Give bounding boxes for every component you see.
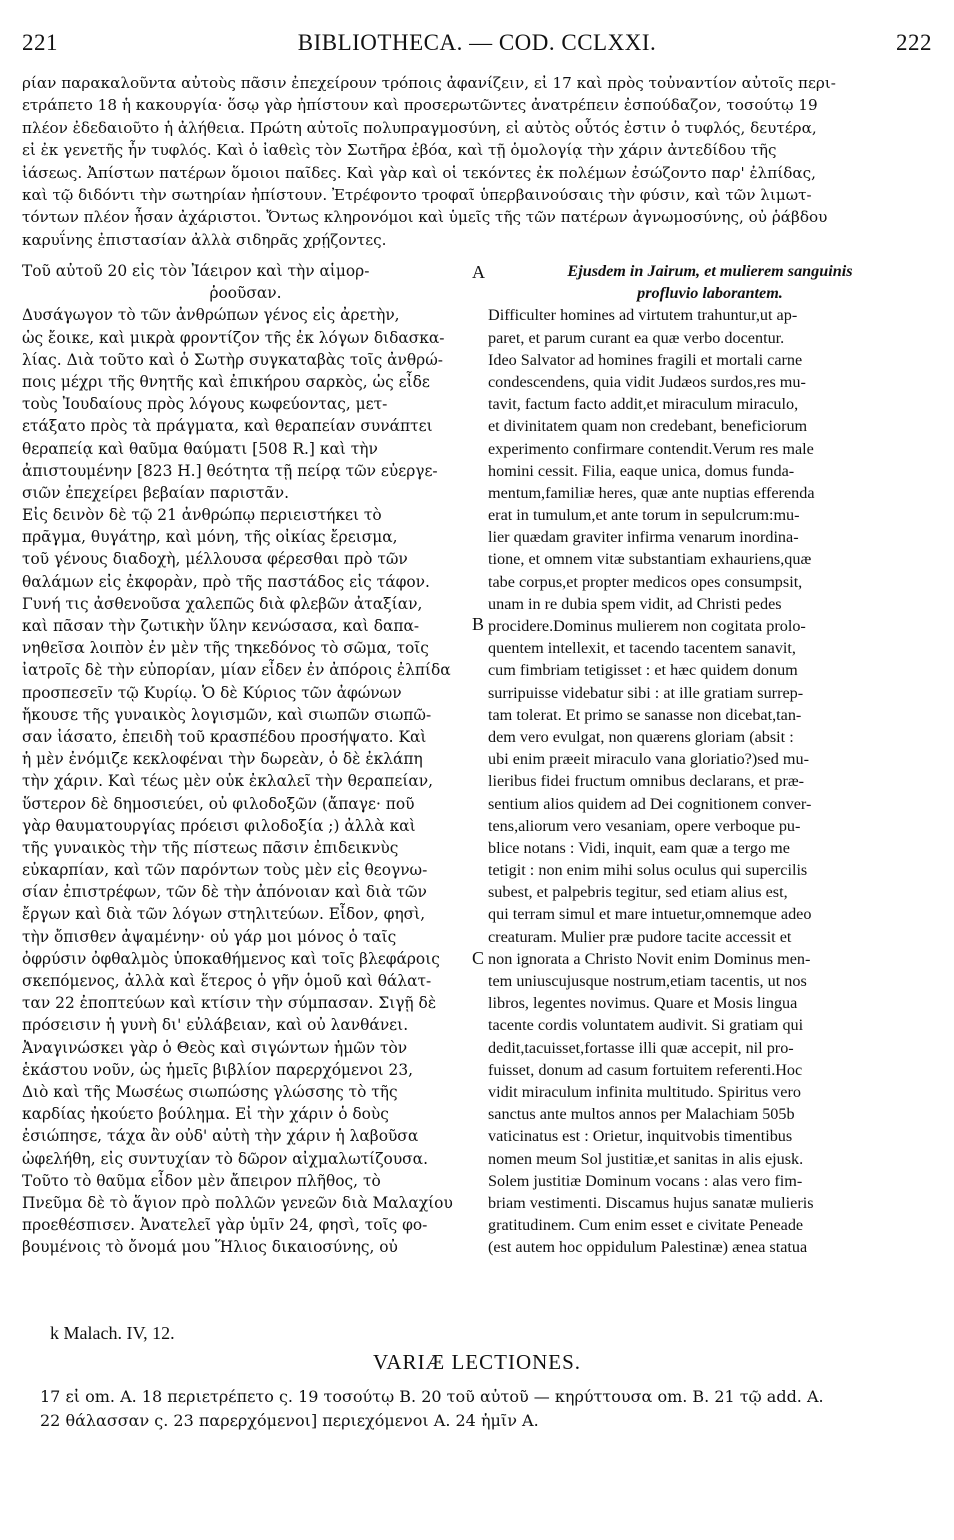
latin-line: unam in re dubia spem vidit, ad Christi pedes	[488, 594, 782, 613]
greek-line: θαλάμων εἰς ἐκφορὰν, πρὸ τῆς παστάδος εἰς τάφον.	[22, 572, 430, 591]
latin-line: sanctus ante multos annos per Malachiam 505b	[488, 1105, 795, 1124]
footnote: k Malach. IV, 12.	[50, 1323, 175, 1343]
greek-line: ὀφρύσιν ὀφθαλμὸς ὑποκαθήμενος καὶ τοῖς βλεφάροις	[22, 949, 440, 968]
latin-line: surripuisse videbatur sibi : at ille gratiam surrep-	[488, 683, 804, 702]
latin-line: vidit miraculum infinita multitudo. Spiritus vero	[488, 1082, 801, 1101]
greek-line: σαν ἰάσατο, ἐπειδὴ τοῦ κρασπέδου προσήψατο. Καὶ	[22, 727, 427, 746]
latin-line: libros, legentes novimus. Quare et Mosis lingua	[488, 994, 798, 1013]
greek-line: ταν 22 ἐποπτεύων καὶ κτίσιν τὴν σύμπασαν. Σιγῇ δὲ	[22, 994, 437, 1013]
page-header	[22, 30, 932, 64]
greek-line: ἡ μὲν ἐνόμιζε κεκλοφέναι τὴν δωρεὰν, ὁ δὲ ἐκλάπη	[22, 750, 423, 769]
latin-column	[488, 260, 932, 1258]
latin-line: profluvio laborantem.	[637, 284, 783, 303]
greek-line: προσπεσεῖν τῷ Κυρίῳ. Ὁ δὲ Κύριος τῶν ἀφώνων	[22, 683, 402, 702]
text-line: ετράπετο 18 ἡ κακουργία· ὅσῳ γὰρ ἠπίστουν καὶ προσερωτῶντες ἀνατρέπειν ἐσπούδαζον, τοσούτῳ 19	[22, 96, 818, 115]
latin-line: erat in tumulum,et ante torum in sepulcrum:mu-	[488, 506, 800, 525]
latin-line: paret, et parum curant ea quæ verbo docentur.	[488, 328, 785, 347]
latin-line: qui terram simul et mare intuetur,omnemque adeo	[488, 905, 812, 924]
greek-line: Διὸ καὶ τῆς Μωσέως σιωπώσης γλώσσης τὸ τῆς	[22, 1082, 398, 1101]
latin-line: sentium alios quidem ad Dei cognitionem conver-	[488, 794, 812, 813]
greek-line: ἀπιστουμένην [823 H.] θεότητα τῇ πείρᾳ τῶν εὐεργε-	[22, 461, 438, 480]
margin-marker-b: B	[472, 614, 485, 634]
greek-line: καὶ πᾶσαν τὴν ζωτικὴν ὕλην κενώσασα, καὶ δαπα-	[22, 617, 420, 635]
latin-line: tione, et omnem vitæ substantiam exhauriens,quæ	[488, 550, 812, 569]
margin-marker-c: C	[472, 948, 485, 968]
latin-line: tem uniuscujusque nostrum,etiam tacentis, ut nos	[488, 972, 807, 990]
variant-line: 17 εἰ om. A. 18 περιετρέπετο ς. 19 τοσούτῳ B. 20 τοῦ αὐτοῦ — κηρύττουσα om. B. 21 τῷ add. A.	[40, 1387, 824, 1406]
greek-line: τὴν χάριν. Καὶ τέως μὲν οὐκ ἐκλαλεῖ τὴν θεραπείαν,	[22, 772, 434, 791]
page-number-left: 221	[22, 30, 58, 55]
text-line: καὶ τῷ διδόντι τὴν σωτηρίαν ἠπίστουν. Ἐτρέφοντο τροφαῖ ὑπερβαινούσαις τὴν φύσιν, καὶ τῶν λιμωτ-	[22, 185, 812, 204]
latin-line: Ejusdem in Jairum, et mulierem sanguinis	[567, 262, 853, 280]
greek-line: Εἰς δεινὸν δὲ τῷ 21 ἀνθρώπῳ περιειστήκει τὸ	[22, 506, 382, 525]
greek-line: ἑκάστου νοῦν, ὡς ἡμεῖς βιβλίον παρερχόμενοι 23,	[22, 1060, 414, 1079]
running-title: BIBLIOTHECA. — COD. CCLXXI.	[297, 30, 657, 55]
greek-line: Τοῦτο τὸ θαῦμα εἶδον μὲν ἄπειρον πλῆθος, τὸ	[22, 1171, 381, 1190]
variant-line: 22 θάλασσαν ς. 23 παρερχόμενοι] περιεχόμενοι A. 24 ἡμῖν A.	[40, 1411, 539, 1430]
latin-line: tavit, factum facto addit,et miraculum miraculo,	[488, 395, 799, 414]
latin-line: tacente cordis voluntatem audivit. Si gratiam qui	[488, 1016, 804, 1035]
greek-line: Γυνή τις ἀσθενοῦσα χαλεπῶς διὰ φλεβῶν ἀταξίαν,	[22, 594, 423, 613]
greek-line: ὡς ἔοικε, καὶ μικρὰ φροντίζον τῆς ἐκ λόγων διδασκα-	[22, 328, 445, 347]
latin-line: dedit,tacuisset,fortasse illi quæ accepit, nil pro-	[488, 1038, 794, 1057]
greek-line: σκεπόμενος, ἀλλὰ καὶ ἕτερος ὁ γῆν ὁμοῦ καὶ θάλατ-	[22, 972, 432, 990]
variae-lectiones-heading: VARIÆ LECTIONES.	[372, 1350, 582, 1374]
greek-line: πρόσεισιν ἡ γυνὴ δι' εὐλάβειαν, καὶ οὐ λανθάνει.	[22, 1016, 409, 1035]
variae-lectiones	[40, 1385, 920, 1433]
greek-line: τοὺς Ἰουδαίους πρὸς λόγους κωφεύοντας, μετ-	[22, 395, 388, 414]
greek-line: Δυσάγωγον τὸ τῶν ἀνθρώπων γένος εἰς ἀρετὴν,	[22, 306, 400, 325]
text-line: ἰάσεως. Ἀπίστων πατέρων ὅμοιοι παῖδες. Καὶ γὰρ καὶ οἱ τεκόντες ἐκ πολέμων ἐσώζοντο παρ' ἐλπίδας,	[22, 163, 816, 182]
latin-line: tabe corpus,et propter medicos opes consumpsit,	[488, 572, 803, 591]
text-line: ρίαν παρακαλοῦντα αὐτοὺς πᾶσιν ἐπεχείρουν τρόποις ἀφανίζειν, εἰ 17 καὶ πρὸς τοὐναντίον αὐτοῖς περι-	[22, 74, 836, 92]
greek-line: θεραπείᾳ καὶ θαῦμα θαύματι [508 R.] καὶ τὴν	[22, 439, 378, 458]
latin-line: procidere.Dominus mulierem non cogitata prolo-	[488, 617, 806, 635]
latin-line: experimento confirmare contendit.Verum res male	[488, 439, 814, 458]
latin-line: condescendens, quia vidit Judæos surdos,res mu-	[488, 372, 806, 391]
greek-line: βουμένοις τὸ ὄνομά μου Ἥλιος δικαιοσύνης, οὐ	[22, 1238, 398, 1257]
latin-line: gratitudinem. Cum enim esset e civitate Peneade	[488, 1216, 804, 1235]
latin-line: homini cessit. Filia, eaque unica, domus funda-	[488, 461, 795, 480]
latin-line: non ignorata a Christo Novit enim Dominus men-	[488, 949, 811, 968]
text-line: εἰ ἐκ γενετῆς ἦν τυφλός. Καὶ ὁ ἰαθεὶς τὸν Σωτῆρα ἐβόα, καὶ τῇ ὁμολογίᾳ τὴν χάριν ἀντεδίδου τῆς	[22, 141, 777, 160]
latin-line: cum fimbriam tetigisset : et hæc quidem donum	[488, 661, 798, 680]
latin-line: Solem justitiæ Dominum vocans : alas vero fim-	[488, 1171, 803, 1190]
greek-line: λίας. Διὰ τοῦτο καὶ ὁ Σωτὴρ συγκαταβὰς τοῖς ἀνθρώ-	[22, 350, 443, 369]
latin-line: et divinitatem quam non credebant, beneficiorum	[488, 417, 808, 436]
latin-line: mentum,familiæ heres, quæ ante nuptias efferenda	[488, 483, 815, 502]
latin-line: subest, et palpebris tegitur, sed etiam alius est,	[488, 883, 788, 902]
greek-line: τῆς γυναικὸς τὴν τῆς πίστεως πᾶσιν ἐπιδεικνὺς	[22, 838, 399, 857]
top-greek-paragraph	[22, 72, 932, 251]
greek-line: ὕστερον δὲ δημοσιεύει, οὐ φιλοδοξῶν (ἄπαγε· ποῦ	[22, 794, 415, 813]
latin-line: fuisset, donum ad casum fortuitem referenti.Hoc	[488, 1060, 803, 1079]
latin-line: blice notans : Vidi, inquit, eam quæ a tergo me	[488, 838, 790, 857]
latin-line: dem vero evulgat, non quærens gloriam (absit :	[488, 727, 794, 746]
greek-line: Τοῦ αὐτοῦ 20 εἰς τὸν Ἰάειρον καὶ τὴν αἱμορ-	[22, 262, 370, 280]
greek-line: Πνεῦμα δὲ τὸ ἅγιον πρὸ πολλῶν γενεῶν διὰ Μαλαχίου	[22, 1193, 453, 1212]
greek-column	[22, 260, 469, 1258]
greek-line: ἤκουσε τῆς γυναικὸς λογισμῶν, καὶ σιωπῶν σιωπῶ-	[22, 705, 432, 724]
latin-line: Ideo Salvator ad homines fragili et mortali carne	[488, 350, 803, 369]
text-line: πλέον ἐδεδαιοῦτο ἡ ἀλήθεια. Πρώτη αὐτοῖς πολυπραγμοσύνη, εἰ αὐτὸς οὗτός ἐστιν ὁ τυφλός, δευτέρα,	[22, 118, 817, 137]
greek-line: γὰρ θαυματουργίας πρόεισι φιλοδοξία ;) ἀλλὰ καὶ	[22, 816, 416, 835]
margin-marker-a: A	[472, 262, 485, 282]
greek-line: τὴν ὄπισθεν ἀψαμένην· οὐ γάρ μοι μόνος ὁ ταῖς	[22, 927, 397, 946]
greek-line: νηθεῖσα λοιπὸν ἐν μὲν τῆς τηκεδόνος τὸ σῶμα, τοῖς	[22, 639, 429, 658]
page-number-right: 222	[896, 30, 932, 55]
latin-line: ubi enim præeit miraculo vana gloriatio?)sed mu-	[488, 750, 809, 769]
greek-line: εὐκαρπίαν, καὶ τῶν παρόντων τοὺς μὲν εἰς θεογνω-	[22, 861, 428, 880]
greek-line: ποις μέχρι τῆς θνητῆς καὶ ἐπικήρου σαρκὸς, ὡς εἶδε	[22, 372, 430, 391]
greek-line: ὠφελήθη, εἰς συντυχίαν τὸ δῶρον αἰχμαλωτίζουσα.	[22, 1149, 428, 1168]
latin-line: creaturam. Mulier præ pudore tacite accessit et	[488, 927, 792, 946]
latin-line: tens,aliorum vero vesaniam, opere verboque pu-	[488, 816, 801, 835]
latin-line: (est autem hoc oppidulum Palestinæ) ænea statua	[488, 1238, 808, 1257]
latin-line: Difficulter homines ad virtutem trahuntur,ut ap-	[488, 306, 798, 325]
greek-line: ἐσιώπησε, τάχα ἂν οὐδ' αὐτὴ τὴν χάριν ἡ λαβοῦσα	[22, 1127, 419, 1146]
greek-line: ῥοοῦσαν.	[209, 284, 282, 303]
greek-line: ἰατροῖς δὲ τὴν εὐπορίαν, μίαν εἶδεν ἐν ἀπόροις ἐλπίδα	[22, 661, 451, 680]
greek-line: καρδίας ἠκούετο βούλημα. Εἰ τὴν χάριν ὁ δοὺς	[22, 1105, 389, 1124]
greek-line: ετάξατο πρὸς τὰ πράγματα, καὶ θεραπείαν συνάπτει	[22, 417, 433, 436]
latin-line: vaticinatus est : Orietur, inquitvobis timentibus	[488, 1127, 793, 1146]
latin-line: briam vestimenti. Discamus hujus sanatæ mulieris	[488, 1193, 814, 1212]
greek-line: πρᾶγμα, θυγάτηρ, καὶ μόνη, τῆς οἰκίας ἔρεισμα,	[22, 528, 398, 547]
greek-line: ἔργων καὶ διὰ τῶν λόγων στηλιτεύων. Εἶδον, φησὶ,	[22, 905, 426, 924]
greek-line: τοῦ γένους διαδοχὴ, μέλλουσα φέρεσθαι πρὸ τῶν	[22, 550, 408, 569]
latin-line: lieribus fidei fructum omnibus declarans, et præ-	[488, 772, 805, 791]
latin-line: nomen meum Sol justitiæ,et sanitas in alis ejusk.	[488, 1149, 804, 1168]
greek-line: σίαν ἐπιστρέφων, τῶν δὲ τὴν ἀπόνοιαν καὶ διὰ τῶν	[22, 883, 427, 902]
text-line: τόντων πλέον ἦσαν ἀχάριστοι. Ὄντως κληρονόμοι καὶ ὑμεῖς τῆς τῶν πατέρων ἀγνωμοσύνης, οὐ ῥάβδου	[22, 208, 828, 227]
text-line: καρυΐνης ἐπιστασίαν ἀλλὰ σιδηρᾶς χρῄζοντες.	[22, 230, 387, 249]
greek-line: Ἀναγινώσκει γὰρ ὁ Θεὸς καὶ σιγώντων ἡμῶν τὸν	[22, 1038, 408, 1057]
latin-line: lier quædam graviter infirma venarum inordina-	[488, 528, 799, 547]
greek-line: σιῶν ἐπεχείρει βεβαίαν παριστᾶν.	[22, 483, 290, 502]
latin-line: quentem intellexit, et tacendo tacentem sanavit,	[488, 639, 796, 658]
greek-line: προεθέσπισεν. Ἀνατελεῖ γὰρ ὑμῖν 24, φησὶ, τοῖς φο-	[22, 1216, 428, 1235]
latin-line: tam tolerat. Et primo se sanasse non dicebat,tan-	[488, 705, 802, 724]
latin-line: tetigit : non enim mihi solus oculus qui supercilis	[488, 861, 808, 880]
